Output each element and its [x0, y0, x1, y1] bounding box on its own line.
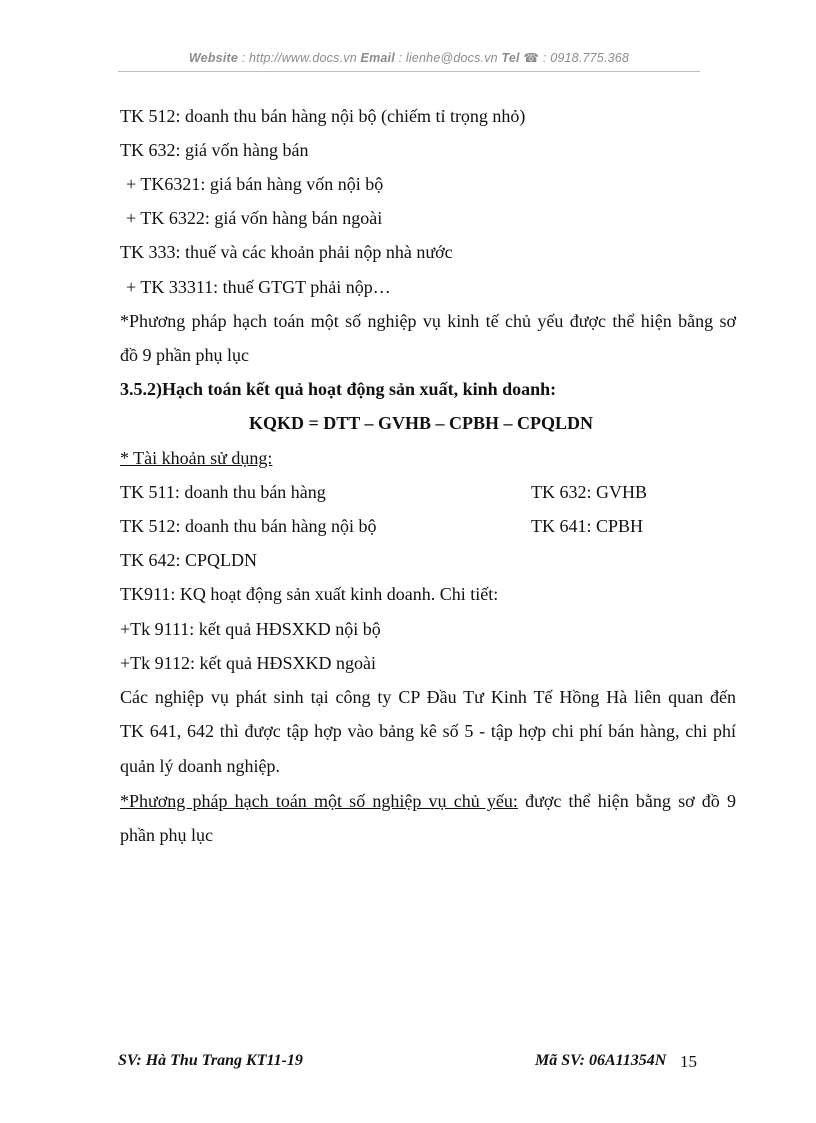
website-label: Website — [188, 51, 239, 65]
paragraph-line: quản lý doanh nghiệp. — [120, 756, 280, 776]
footer-student: SV: Hà Thu Trang KT11-19 — [118, 1052, 303, 1069]
text-line: +Tk 9112: kết quả HĐSXKD ngoài — [120, 653, 376, 673]
page-header — [118, 50, 700, 65]
paragraph-line: Các nghiệp vụ phát sinh tại công ty CP Đầu Tư Kinh Tế Hồng Hà liên quan đến — [120, 687, 736, 707]
telephone-icon: ☎ — [523, 51, 540, 65]
tel-label: Tel — [501, 51, 520, 65]
paragraph-text: được thể hiện bằng sơ đồ 9 — [517, 791, 736, 811]
text-line: TK 642: CPQLDN — [120, 550, 258, 570]
text-line: + TK 33311: thuế GTGT phải nộp… — [126, 277, 391, 297]
tel-number: : 0918.775.368 — [539, 51, 630, 65]
email-label: Email — [360, 51, 395, 65]
email-address[interactable]: : lienhe@docs.vn — [394, 51, 502, 65]
subheading-accounts: * Tài khoản sử dụng: — [120, 448, 273, 468]
text-line: +Tk 9111: kết quả HĐSXKD nội bộ — [120, 619, 381, 639]
text-line: TK 333: thuế và các khoản phải nộp nhà nước — [120, 242, 453, 262]
paragraph-line: *Phương pháp hạch toán một số nghiệp vụ kinh tế chủ yếu được thể hiện bằng sơ — [120, 311, 736, 331]
paragraph-line: đồ 9 phần phụ lục — [120, 345, 249, 365]
footer-student-id: Mã SV: 06A11354N — [535, 1052, 667, 1069]
account-right: TK 641: CPBH — [531, 516, 644, 536]
paragraph-line — [120, 790, 736, 812]
account-left: TK 511: doanh thu bán hàng — [120, 482, 326, 502]
text-line: + TK6321: giá bán hàng vốn nội bộ — [126, 174, 384, 194]
header-divider — [118, 71, 700, 72]
text-line: TK 512: doanh thu bán hàng nội bộ (chiếm tỉ trọng nhỏ) — [120, 106, 526, 126]
account-right: TK 632: GVHB — [531, 482, 647, 502]
paragraph-line: phần phụ lục — [120, 825, 213, 845]
text-line: TK911: KQ hoạt động sản xuất kinh doanh. Chi tiết: — [120, 584, 499, 604]
paragraph-line: TK 641, 642 thì được tập hợp vào bảng kê số 5 - tập hợp chi phí bán hàng, chi phí — [120, 721, 736, 741]
account-row — [120, 481, 720, 503]
account-row — [120, 515, 720, 537]
section-heading: 3.5.2)Hạch toán kết quả hoạt động sản xuất, kinh doanh: — [120, 379, 557, 399]
formula: KQKD = DTT – GVHB – CPBH – CPQLDN — [249, 413, 593, 433]
underlined-lead: *Phương pháp hạch toán một số nghiệp vụ chủ yếu: — [120, 791, 518, 811]
text-line: + TK 6322: giá vốn hàng bán ngoài — [126, 208, 383, 228]
website-url[interactable]: : http://www.docs.vn — [238, 51, 361, 65]
page-number: 15 — [680, 1052, 697, 1071]
text-line: TK 632: giá vốn hàng bán — [120, 140, 309, 160]
account-left: TK 512: doanh thu bán hàng nội bộ — [120, 516, 377, 536]
